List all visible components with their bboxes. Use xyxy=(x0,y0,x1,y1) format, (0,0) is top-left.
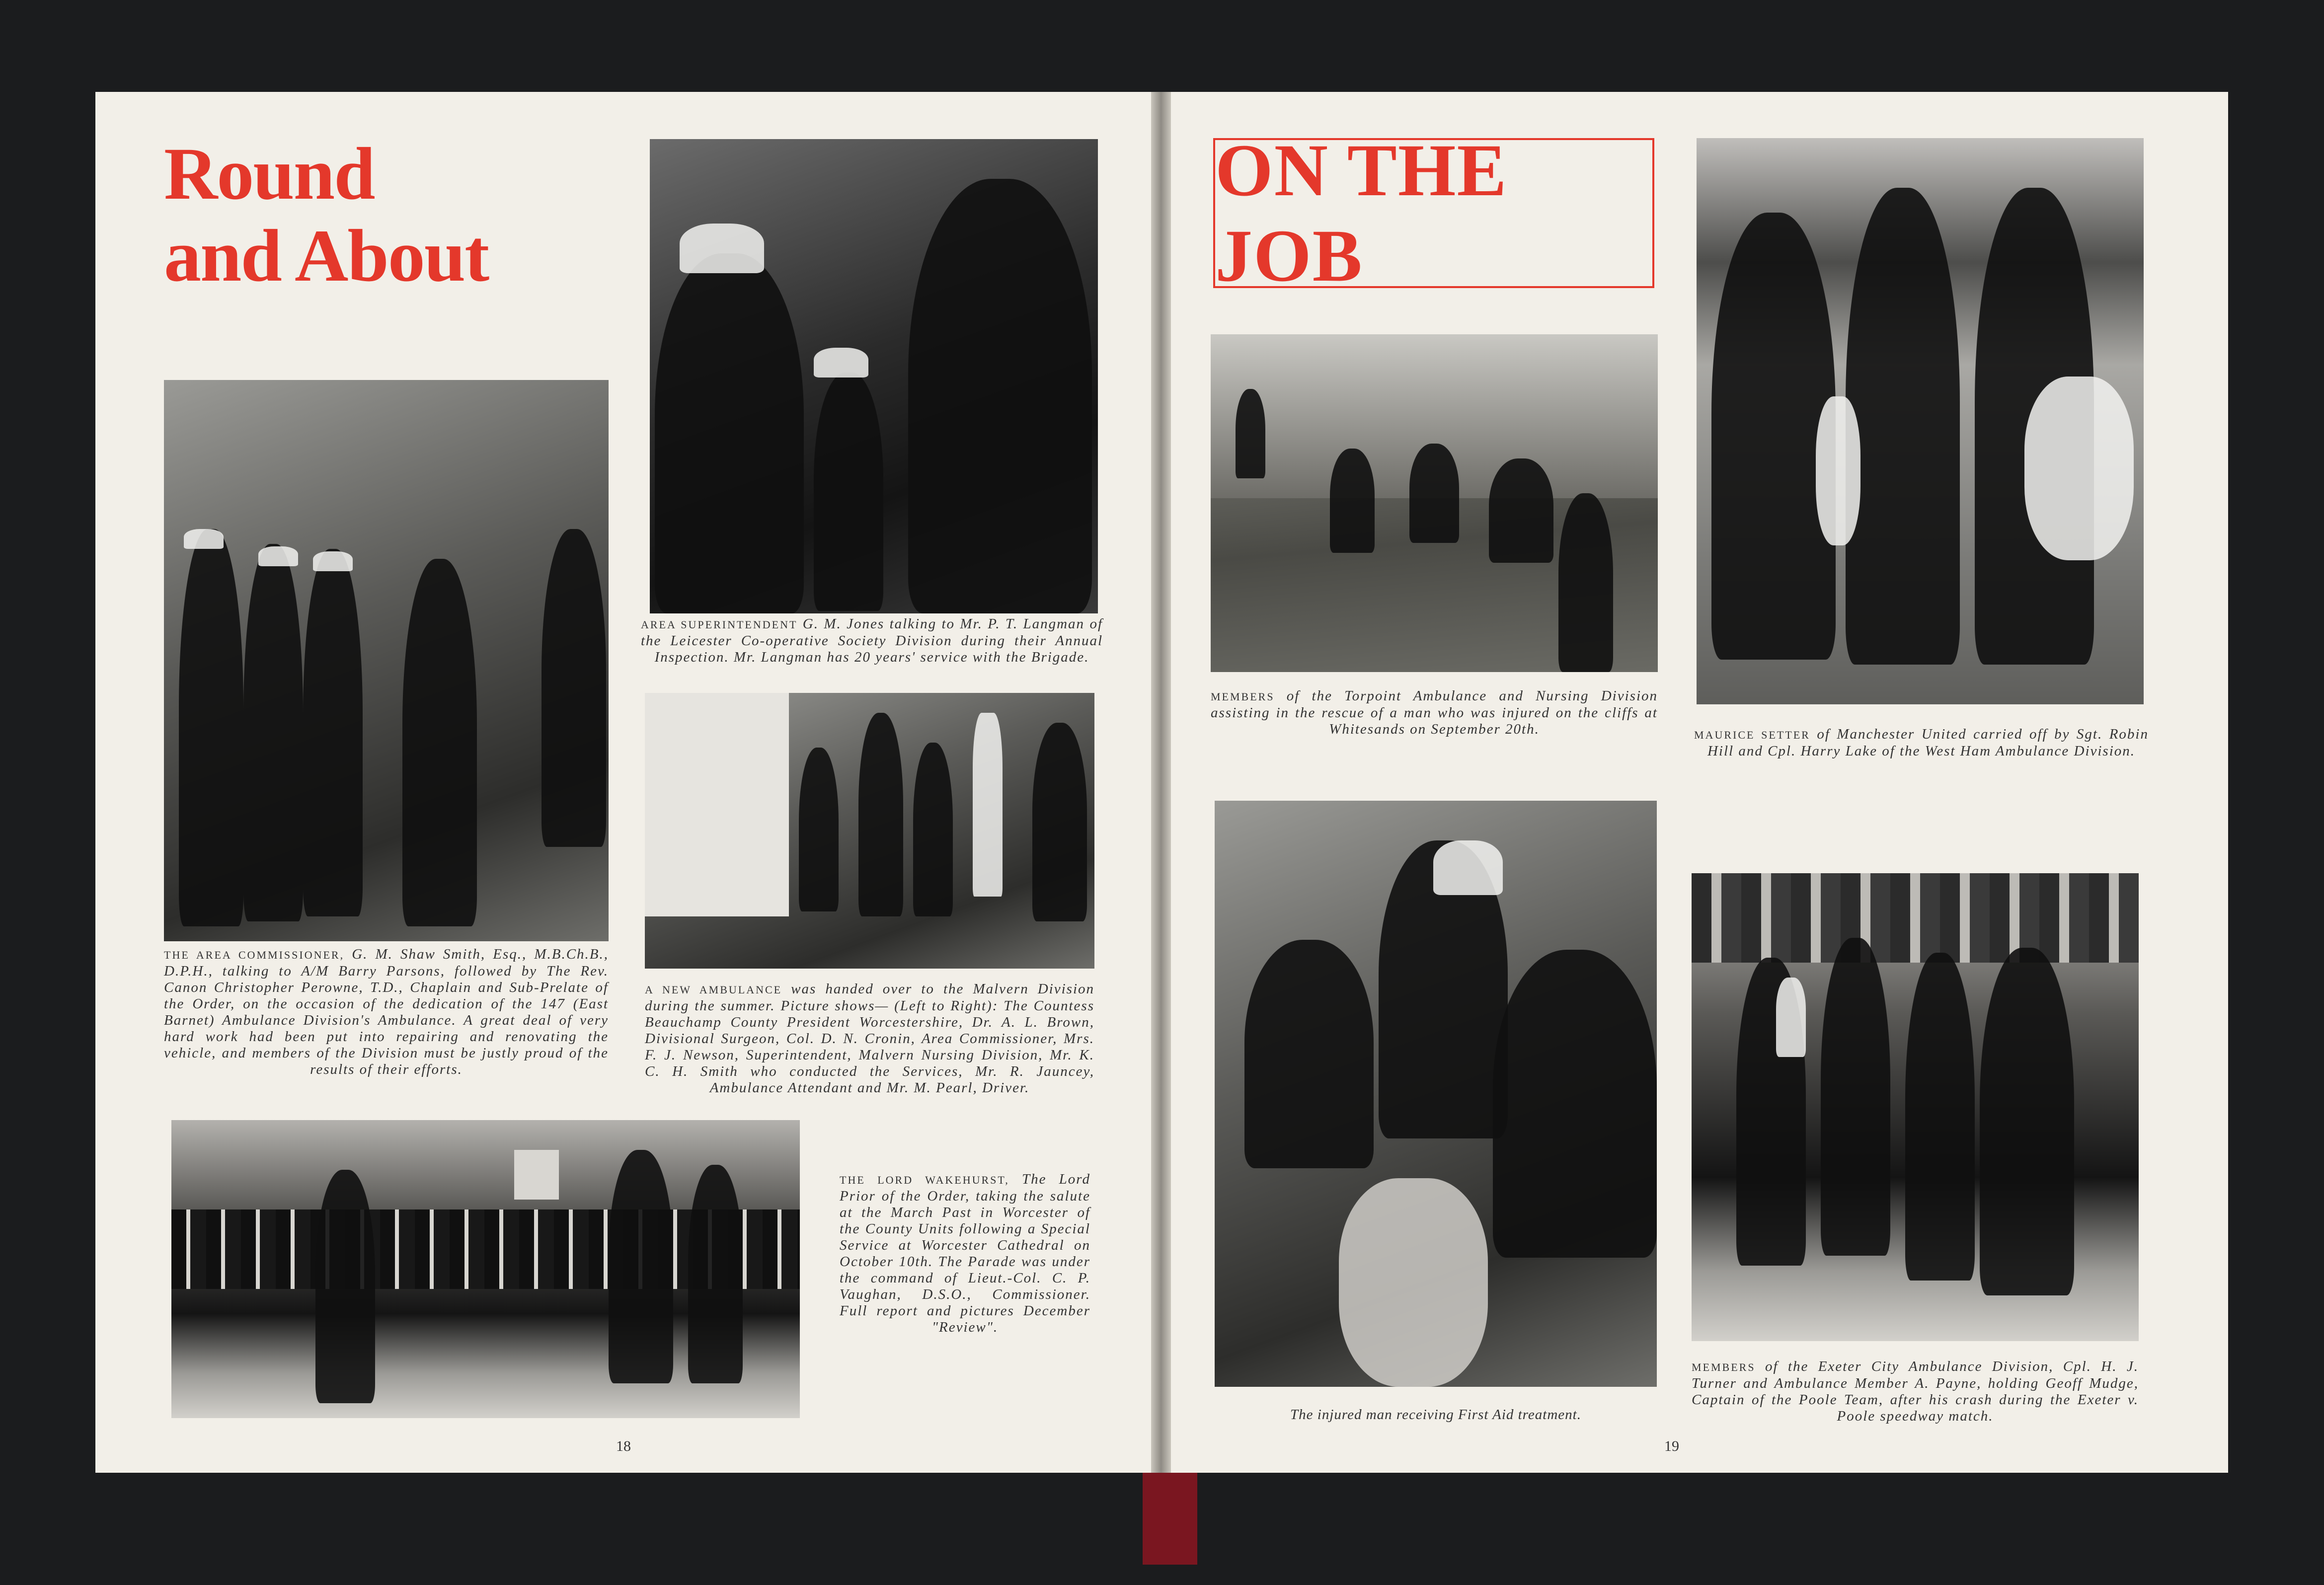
photo-maurice-setter xyxy=(1697,138,2144,704)
photo-exeter-speedway xyxy=(1692,873,2139,1341)
caption-maurice-setter: MAURICE SETTER of Manchester United carried off by Sgt. Robin Hill and Cpl. Harry Lake of the West Ham Ambulance Division. xyxy=(1694,726,2149,759)
title-line-1: Round xyxy=(164,133,375,215)
photo-new-ambulance xyxy=(645,693,1094,969)
photo-first-aid-treatment xyxy=(1215,801,1657,1387)
right-page-title: ON THE JOB xyxy=(1215,129,1508,297)
page-number-left: 18 xyxy=(616,1438,631,1454)
photo-torpoint-rescue xyxy=(1211,334,1658,672)
left-page-title xyxy=(164,133,488,297)
page-number-right: 19 xyxy=(1664,1438,1679,1454)
spine-gutter xyxy=(1151,92,1171,1473)
photo-area-commissioner xyxy=(164,380,609,941)
photo-area-superintendent xyxy=(650,139,1098,613)
photo-lord-wakehurst xyxy=(171,1120,800,1418)
caption-new-ambulance: A NEW AMBULANCE was handed over to the Malvern Division during the summer. Picture shows— (Left to Right): The Countess Beauchamp County President Worcestershire, Dr. A. L. Brown, Divisional Surgeon, Col. D. N. Cronin, Area Commissioner, Mrs. F. J. Newson, Superintendent, Malvern Nursing Division, Mr. K. C. H. Smith who conducted the Services, Mr. R. Jauncey, Ambulance Attendant and Mr. M. Pearl, Driver. xyxy=(645,981,1095,1096)
caption-area-commissioner: THE AREA COMMISSIONER, G. M. Shaw Smith, Esq., M.B.Ch.B., D.P.H., talking to A/M Barry Parsons, followed by The Rev. Canon Christopher Perowne, T.D., Chaplain and Sub-Prelate of the Order, on the occasion of the dedication of the 147 (East Barnet) Ambulance Division's Ambulance. A great deal of very hard work had been put into repairing and renovating the vehicle, and members of the Division must be justly proud of the results of their efforts. xyxy=(164,946,609,1077)
caption-lord-wakehurst: THE LORD WAKEHURST, The Lord Prior of the Order, taking the salute at the March Past in Worcester of the County Units following a Special Service at Worcester Cathedral on October 10th. The Parade was under the command of Lieut.-Col. C. P. Vaughan, D.S.O., Commissioner. Full report and pictures December "Review". xyxy=(840,1171,1090,1335)
caption-first-aid-treatment: The injured man receiving First Aid treatment. xyxy=(1290,1407,1581,1423)
caption-exeter-speedway: MEMBERS of the Exeter City Ambulance Division, Cpl. H. J. Turner and Ambulance Member A. Payne, holding Geoff Mudge, Captain of the Poole Team, after his crash during the Exeter v. Poole speedway match. xyxy=(1692,1359,2139,1424)
title-line-2: and About xyxy=(164,215,489,297)
caption-torpoint-rescue: MEMBERS of the Torpoint Ambulance and Nursing Division assisting in the rescue of a man who was injured on the cliffs at Whitesands on September 20th. xyxy=(1211,688,1658,737)
on-the-job-title-box xyxy=(1213,129,1654,297)
caption-area-superintendent: AREA SUPERINTENDENT G. M. Jones talking to Mr. P. T. Langman of the Leicester Co-operative Society Division during their Annual Inspection. Mr. Langman has 20 years' service with the Brigade. xyxy=(641,616,1103,665)
binding-strip xyxy=(1143,1465,1197,1565)
